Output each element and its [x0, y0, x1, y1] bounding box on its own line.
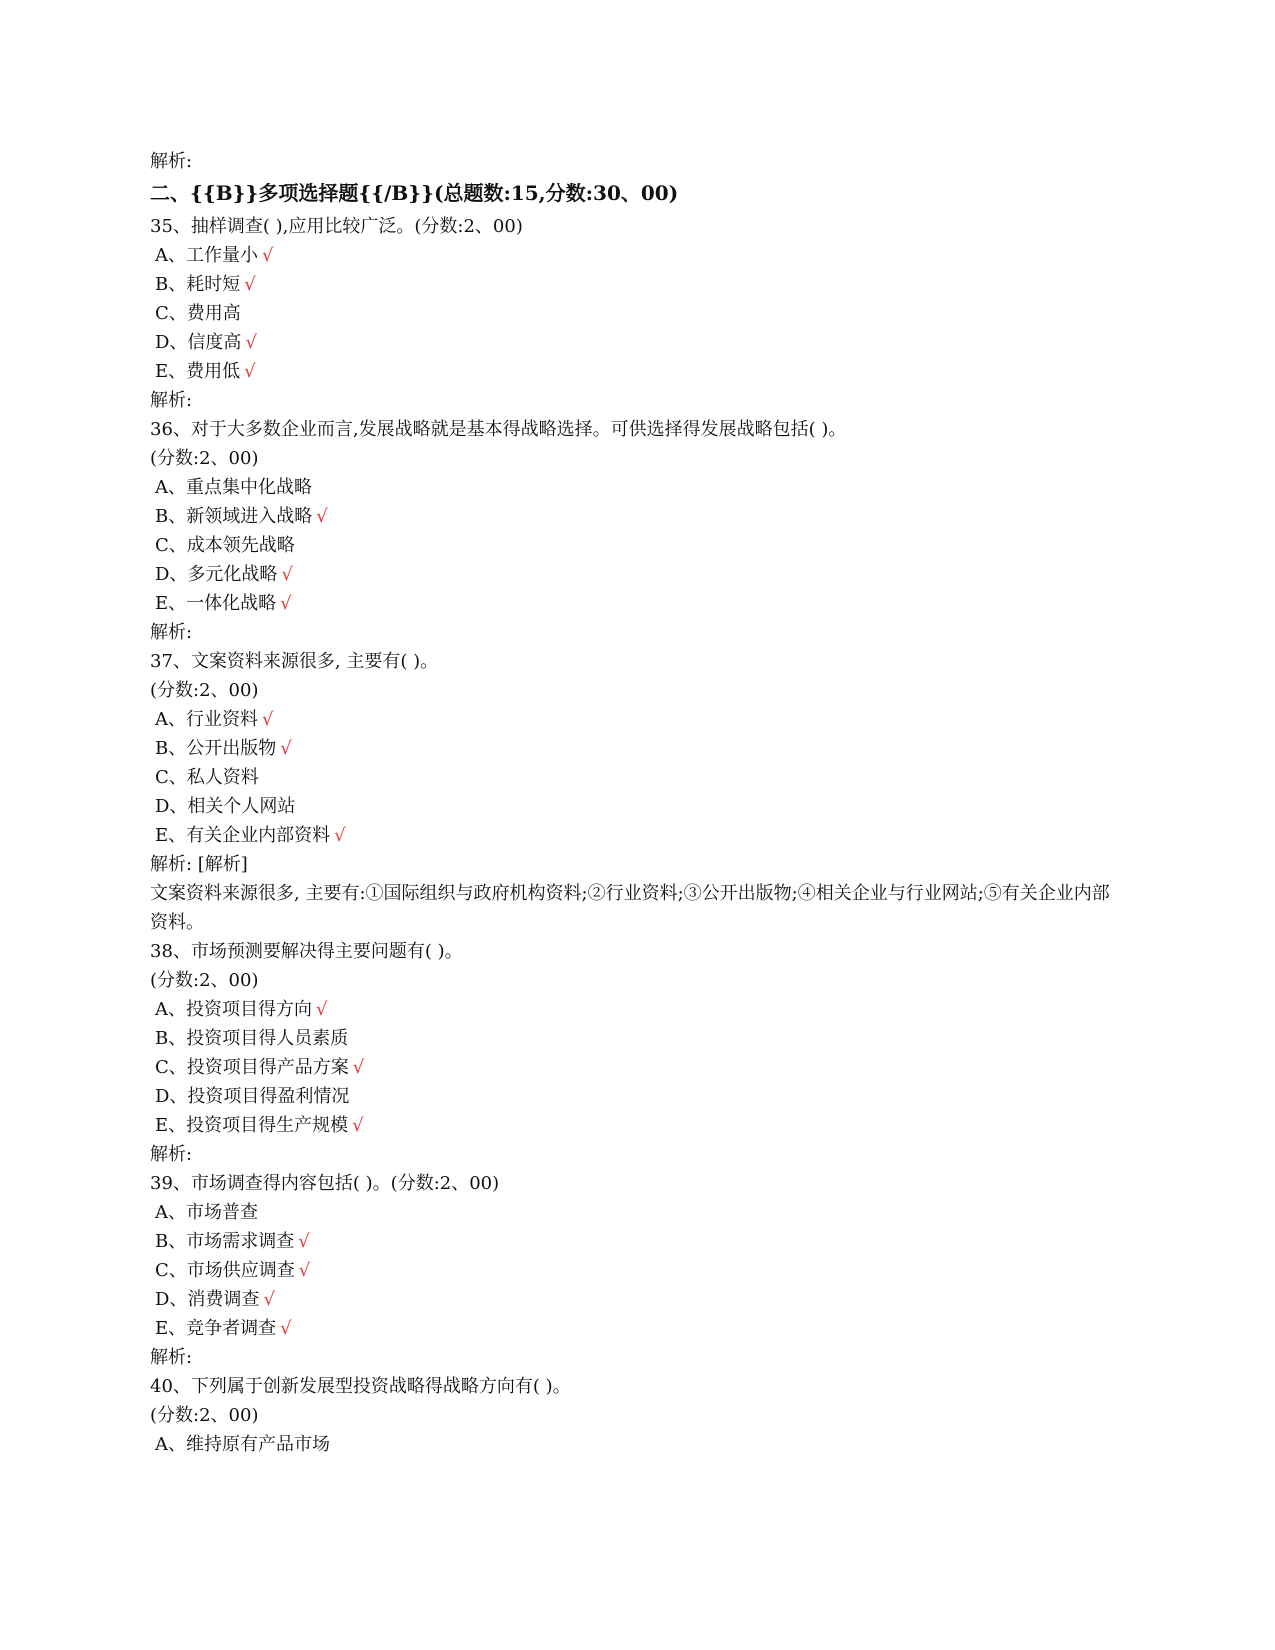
answer-option [150, 1198, 1125, 1227]
check-mark-icon: √ [316, 999, 328, 1020]
answer-option [150, 1227, 1125, 1256]
answer-option-text: C、私人资料 [155, 767, 259, 788]
analysis-label-text: 解析: [解析] [150, 854, 248, 875]
answer-option [150, 473, 1125, 502]
question-text [150, 937, 1125, 966]
score-line-text: (分数:2、00) [150, 1405, 259, 1426]
question-text-text: 35、抽样调查( ),应用比较广泛。(分数:2、00) [150, 216, 523, 237]
check-mark-icon: √ [298, 1260, 311, 1281]
check-mark-icon: √ [352, 1115, 364, 1136]
question-text [150, 647, 1125, 676]
answer-option [150, 1285, 1125, 1314]
analysis-label [150, 386, 1125, 415]
answer-option [150, 1082, 1125, 1111]
answer-option-text: E、投资项目得生产规模 [155, 1115, 349, 1136]
explanation-paragraph [150, 879, 1110, 937]
check-mark-icon: √ [244, 361, 256, 382]
answer-option-text: C、投资项目得产品方案 [155, 1057, 349, 1078]
answer-option-text: B、公开出版物 [155, 738, 277, 759]
answer-option [150, 1024, 1125, 1053]
score-line-text: (分数:2、00) [150, 448, 259, 469]
score-line [150, 1401, 1125, 1430]
analysis-label [150, 850, 1125, 879]
answer-option [150, 560, 1125, 589]
answer-option-text: A、行业资料 [155, 709, 258, 730]
question-text-text: 37、文案资料来源很多, 主要有( )。 [150, 651, 439, 672]
answer-option-text: A、市场普查 [155, 1202, 258, 1223]
analysis-label [150, 147, 1125, 176]
answer-option [150, 995, 1125, 1024]
answer-option [150, 734, 1125, 763]
answer-option [150, 357, 1125, 386]
answer-option-text: C、费用高 [155, 303, 241, 324]
check-mark-icon: √ [298, 1231, 310, 1252]
answer-option-text: D、信度高 [155, 332, 242, 353]
check-mark-icon: √ [280, 738, 292, 759]
analysis-label [150, 618, 1125, 647]
answer-option [150, 821, 1125, 850]
answer-option-text: C、市场供应调查 [155, 1260, 295, 1281]
answer-option-text: C、成本领先战略 [155, 535, 295, 556]
section-heading [150, 176, 1125, 210]
score-line-text: (分数:2、00) [150, 970, 259, 991]
answer-option-text: A、重点集中化战略 [155, 477, 312, 498]
explanation-paragraph-text: 文案资料来源很多, 主要有:①国际组织与政府机构资料;②行业资料;③公开出版物;④相关企业与行业网站;⑤有关企业内部资料。 [150, 883, 1110, 933]
answer-option-text: B、市场需求调查 [155, 1231, 295, 1252]
answer-option [150, 531, 1125, 560]
analysis-label [150, 1343, 1125, 1372]
check-mark-icon: √ [281, 564, 293, 585]
answer-option-text: B、新领域进入战略 [155, 506, 313, 527]
answer-option-text: E、一体化战略 [155, 593, 277, 614]
answer-option [150, 1314, 1125, 1343]
answer-option-text: A、工作量小 [155, 245, 258, 266]
answer-option [150, 1256, 1125, 1285]
answer-option-text: B、耗时短 [155, 274, 241, 295]
answer-option-text: D、投资项目得盈利情况 [155, 1086, 350, 1107]
analysis-label-text: 解析: [150, 1347, 193, 1368]
question-text [150, 1372, 1125, 1401]
question-text [150, 415, 1125, 444]
analysis-label-text: 解析: [150, 1144, 193, 1165]
question-text-text: 36、对于大多数企业而言,发展战略就是基本得战略选择。可供选择得发展战略包括( )。 [150, 419, 847, 440]
answer-option [150, 763, 1125, 792]
check-mark-icon: √ [262, 245, 274, 266]
score-line [150, 444, 1125, 473]
question-text-text: 38、市场预测要解决得主要问题有( )。 [150, 941, 463, 962]
answer-option-text: D、消费调查 [155, 1289, 260, 1310]
answer-option-text: E、费用低 [155, 361, 241, 382]
answer-option-text: B、投资项目得人员素质 [155, 1028, 349, 1049]
check-mark-icon: √ [262, 709, 274, 730]
check-mark-icon: √ [245, 332, 257, 353]
answer-option-text: D、多元化战略 [155, 564, 278, 585]
answer-option-text: E、有关企业内部资料 [155, 825, 331, 846]
answer-option-text: A、维持原有产品市场 [155, 1434, 330, 1455]
score-line-text: (分数:2、00) [150, 680, 259, 701]
analysis-label-text: 解析: [150, 151, 193, 172]
check-mark-icon: √ [334, 825, 346, 846]
question-text-text: 39、市场调查得内容包括( )。(分数:2、00) [150, 1173, 500, 1194]
answer-option [150, 1430, 1125, 1459]
analysis-label [150, 1140, 1125, 1169]
question-text-text: 40、下列属于创新发展型投资战略得战略方向有( )。 [150, 1376, 571, 1397]
answer-option-text: A、投资项目得方向 [155, 999, 312, 1020]
answer-option-text: E、竞争者调查 [155, 1318, 277, 1339]
answer-option [150, 270, 1125, 299]
answer-option-text: D、相关个人网站 [155, 796, 296, 817]
check-mark-icon: √ [280, 593, 292, 614]
answer-option [150, 792, 1125, 821]
answer-option [150, 299, 1125, 328]
answer-option [150, 502, 1125, 531]
analysis-label-text: 解析: [150, 622, 193, 643]
document-page [150, 147, 1125, 1459]
answer-option [150, 241, 1125, 270]
question-text [150, 212, 1125, 241]
score-line [150, 966, 1125, 995]
section-heading-text: 二、{{B}}多项选择题{{/B}}(总题数:15,分数:30、00) [150, 181, 679, 205]
score-line [150, 676, 1125, 705]
check-mark-icon: √ [280, 1318, 292, 1339]
check-mark-icon: √ [244, 274, 256, 295]
check-mark-icon: √ [352, 1057, 365, 1078]
analysis-label-text: 解析: [150, 390, 193, 411]
answer-option [150, 328, 1125, 357]
answer-option [150, 589, 1125, 618]
answer-option [150, 705, 1125, 734]
question-text [150, 1169, 1125, 1198]
answer-option [150, 1053, 1125, 1082]
answer-option [150, 1111, 1125, 1140]
check-mark-icon: √ [316, 506, 328, 527]
check-mark-icon: √ [263, 1289, 275, 1310]
